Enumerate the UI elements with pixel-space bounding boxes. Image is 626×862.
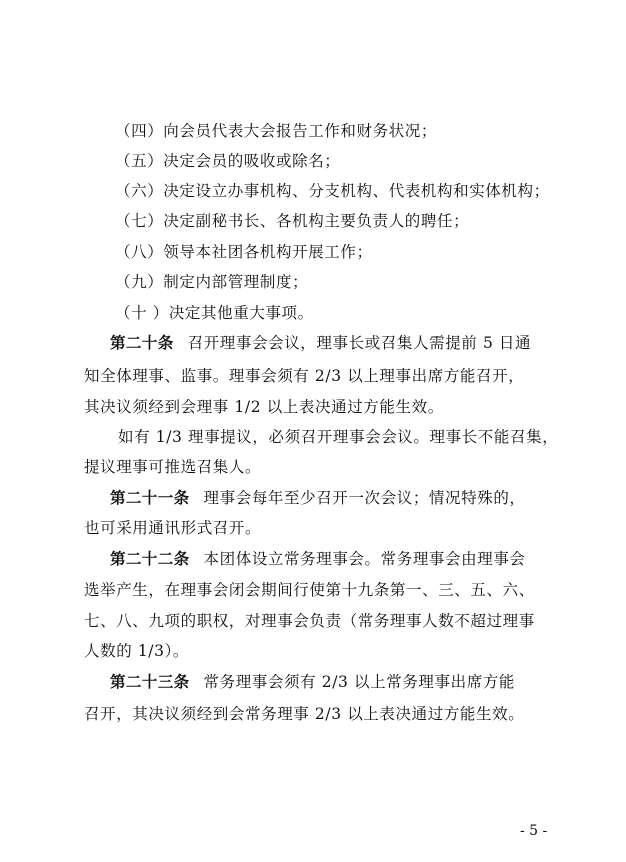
list-item: （六）决定设立办事机构、分支机构、代表机构和实体机构；	[115, 182, 550, 200]
article-20-heading: 第二十条	[110, 333, 174, 352]
article-23-line	[110, 672, 626, 692]
article-21-line	[110, 488, 626, 508]
article-20-line: 知全体理事、监事。理事会须有 2/3 以上理事出席方能召开，	[84, 367, 525, 385]
list-item: （四）向会员代表大会报告工作和财务状况；	[115, 122, 438, 140]
page-number: - 5 -	[520, 823, 548, 839]
list-item: （八）领导本社团各机构开展工作；	[115, 243, 373, 261]
article-23-line: 召开，其决议须经到会常务理事 2/3 以上表决通过方能生效。	[84, 705, 525, 723]
article-22-text: 本团体设立常务理事会。常务理事会由理事会	[203, 550, 526, 568]
article-23-heading: 第二十三条	[110, 672, 190, 691]
article-22-line: 人数的 1/3）。	[84, 642, 190, 660]
list-item: （七）决定副秘书长、各机构主要负责人的聘任；	[115, 212, 470, 230]
article-20-paragraph-2: 提议理事可推选召集人。	[84, 458, 262, 476]
article-20-line	[110, 333, 626, 353]
article-20-line: 其决议须经到会理事 1/2 以上表决通过方能生效。	[84, 398, 444, 416]
article-21-text: 理事会每年至少召开一次会议；情况特殊的，	[203, 489, 526, 507]
article-22-line: 选举产生，在理事会闭会期间行使第十九条第一、三、五、六、	[84, 581, 535, 599]
article-22-line: 七、八、九项的职权，对理事会负责（常务理事人数不超过理事	[84, 612, 535, 630]
article-21-heading: 第二十一条	[110, 488, 190, 507]
article-21-line: 也可采用通讯形式召开。	[84, 519, 262, 537]
list-item: （五）决定会员的吸收或除名；	[115, 152, 341, 170]
article-23-text: 常务理事会须有 2/3 以上常务理事出席方能	[203, 673, 516, 691]
article-20-paragraph-2: 如有 1/3 理事提议，必须召开理事会会议。理事长不能召集，	[118, 428, 559, 446]
article-20-text: 召开理事会会议，理事长或召集人需提前 5 日通	[187, 334, 532, 352]
article-22-line	[110, 549, 626, 569]
article-22-heading: 第二十二条	[110, 549, 190, 568]
list-item: （十 ）决定其他重大事项。	[115, 304, 314, 322]
list-item: （九）制定内部管理制度；	[115, 273, 309, 291]
